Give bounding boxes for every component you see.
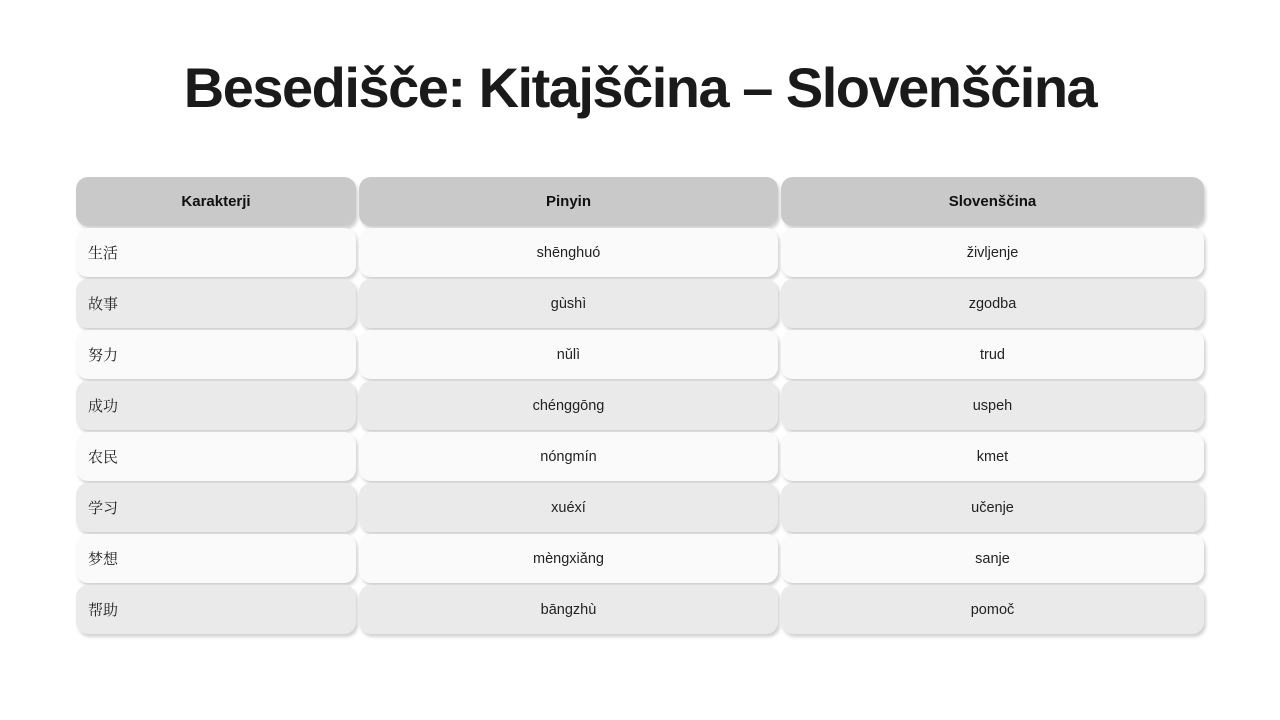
cell-pinyin: xuéxí xyxy=(359,483,778,532)
cell-characters: 成功 xyxy=(76,381,356,430)
cell-slovenian: pomoč xyxy=(781,585,1204,634)
cell-pinyin: bāngzhù xyxy=(359,585,778,634)
cell-characters: 梦想 xyxy=(76,534,356,583)
cell-slovenian: trud xyxy=(781,330,1204,379)
cell-characters: 农民 xyxy=(76,432,356,481)
cell-pinyin: mèngxiǎng xyxy=(359,534,778,583)
cell-slovenian: sanje xyxy=(781,534,1204,583)
cell-characters: 帮助 xyxy=(76,585,356,634)
vocab-table xyxy=(76,177,1204,634)
cell-pinyin: shēnghuó xyxy=(359,228,778,277)
cell-slovenian: kmet xyxy=(781,432,1204,481)
page-title: Besedišče: Kitajščina – Slovenščina xyxy=(183,56,1097,119)
header-cell-pinyin: Pinyin xyxy=(359,177,778,226)
cell-pinyin: gùshì xyxy=(359,279,778,328)
header-cell-characters: Karakterji xyxy=(76,177,356,226)
cell-characters: 生活 xyxy=(76,228,356,277)
cell-slovenian: uspeh xyxy=(781,381,1204,430)
cell-pinyin: chénggōng xyxy=(359,381,778,430)
cell-slovenian: učenje xyxy=(781,483,1204,532)
cell-slovenian: življenje xyxy=(781,228,1204,277)
cell-characters: 学习 xyxy=(76,483,356,532)
cell-pinyin: nǔlì xyxy=(359,330,778,379)
cell-characters: 努力 xyxy=(76,330,356,379)
cell-pinyin: nóngmín xyxy=(359,432,778,481)
header-cell-slovenian: Slovenščina xyxy=(781,177,1204,226)
cell-characters: 故事 xyxy=(76,279,356,328)
cell-slovenian: zgodba xyxy=(781,279,1204,328)
